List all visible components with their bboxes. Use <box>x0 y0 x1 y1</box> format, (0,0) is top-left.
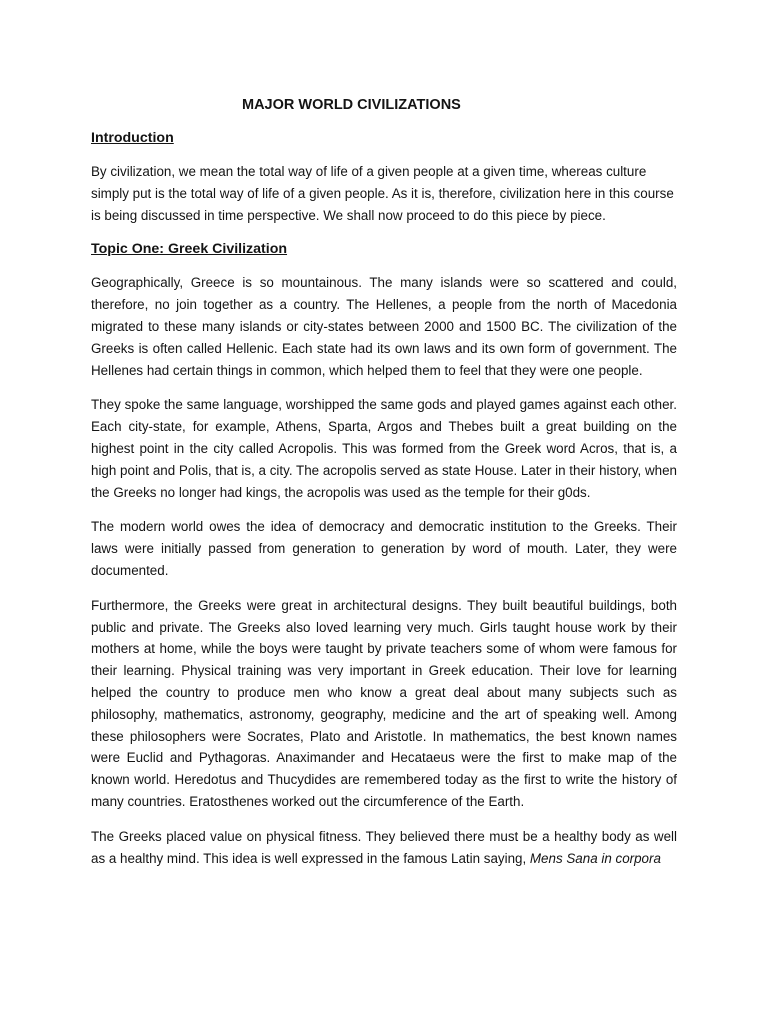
topic-one-paragraph-fitness <box>91 826 677 870</box>
topic-one-paragraph-acropolis: They spoke the same language, worshipped the same gods and played games against each other. Each city-state, for example, Athens, Sparta, Argos and Thebes built a great building on the highest point in the city called Acropolis. This was formed from the Greek word Acros, that is, a high point and Polis, that is, a city. The acropolis served as state House. Later in their history, when the Greeks no longer had kings, the acropolis was used as the temple for their g0ds. <box>91 397 677 500</box>
topic-one-paragraph-democracy: The modern world owes the idea of democracy and democratic institution to the Greeks. Their laws were initially passed from generation to generation by word of mouth. Later, they were documented. <box>91 519 677 578</box>
topic-one-heading: Topic One: Greek Civilization <box>91 241 288 258</box>
introduction-heading: Introduction <box>91 130 174 146</box>
topic-one-paragraph-geography: Geographically, Greece is so mountainous. The many islands were so scattered and could, therefore, no join together as a country. The Hellenes, a people from the north of Macedonia migrated to these many islands or city-states between 2000 and 1500 BC. The civilization of the Greeks is often called Hellenic. Each state had its own laws and its own form of government. The Hellenes had certain things in common, which helped them to feel that they were one people. <box>91 275 677 378</box>
latin-saying-italic: Mens Sana in corpora <box>529 850 661 866</box>
introduction-paragraph: By civilization, we mean the total way of life of a given people at a given time, whereas culture simply put is the total way of life of a given people. As it is, therefore, civilization here in this course is being discussed in time perspective. We shall now proceed to do this piece by piece. <box>91 164 674 223</box>
document-title: MAJOR WORLD CIVILIZATIONS <box>242 97 461 113</box>
document-body <box>91 95 677 882</box>
topic-one-paragraph-learning: Furthermore, the Greeks were great in architectural designs. They built beautiful buildings, both public and private. The Greeks also loved learning very much. Girls taught house work by their mothers at home, while the boys were taught by private teachers some of whom were famous for their learning. Physical training was very important in Greek education. Their love for learning helped the country to produce men who know a great deal about many subjects such as philosophy, mathematics, astronomy, geography, medicine and the art of speaking well. Among these philosophers were Socrates, Plato and Aristotle. In mathematics, the best known names were Euclid and Pythagoras. Anaximander and Hecataeus were the first to make map of the known world. Heredotus and Thucydides are remembered today as the first to write the history of many countries. Eratosthenes worked out the circumference of the Earth. <box>91 597 677 809</box>
fitness-paragraph-text: The Greeks placed value on physical fitness. They believed there must be a healthy body as well as a healthy mind. This idea is well expressed in the famous Latin saying, <box>91 828 677 866</box>
